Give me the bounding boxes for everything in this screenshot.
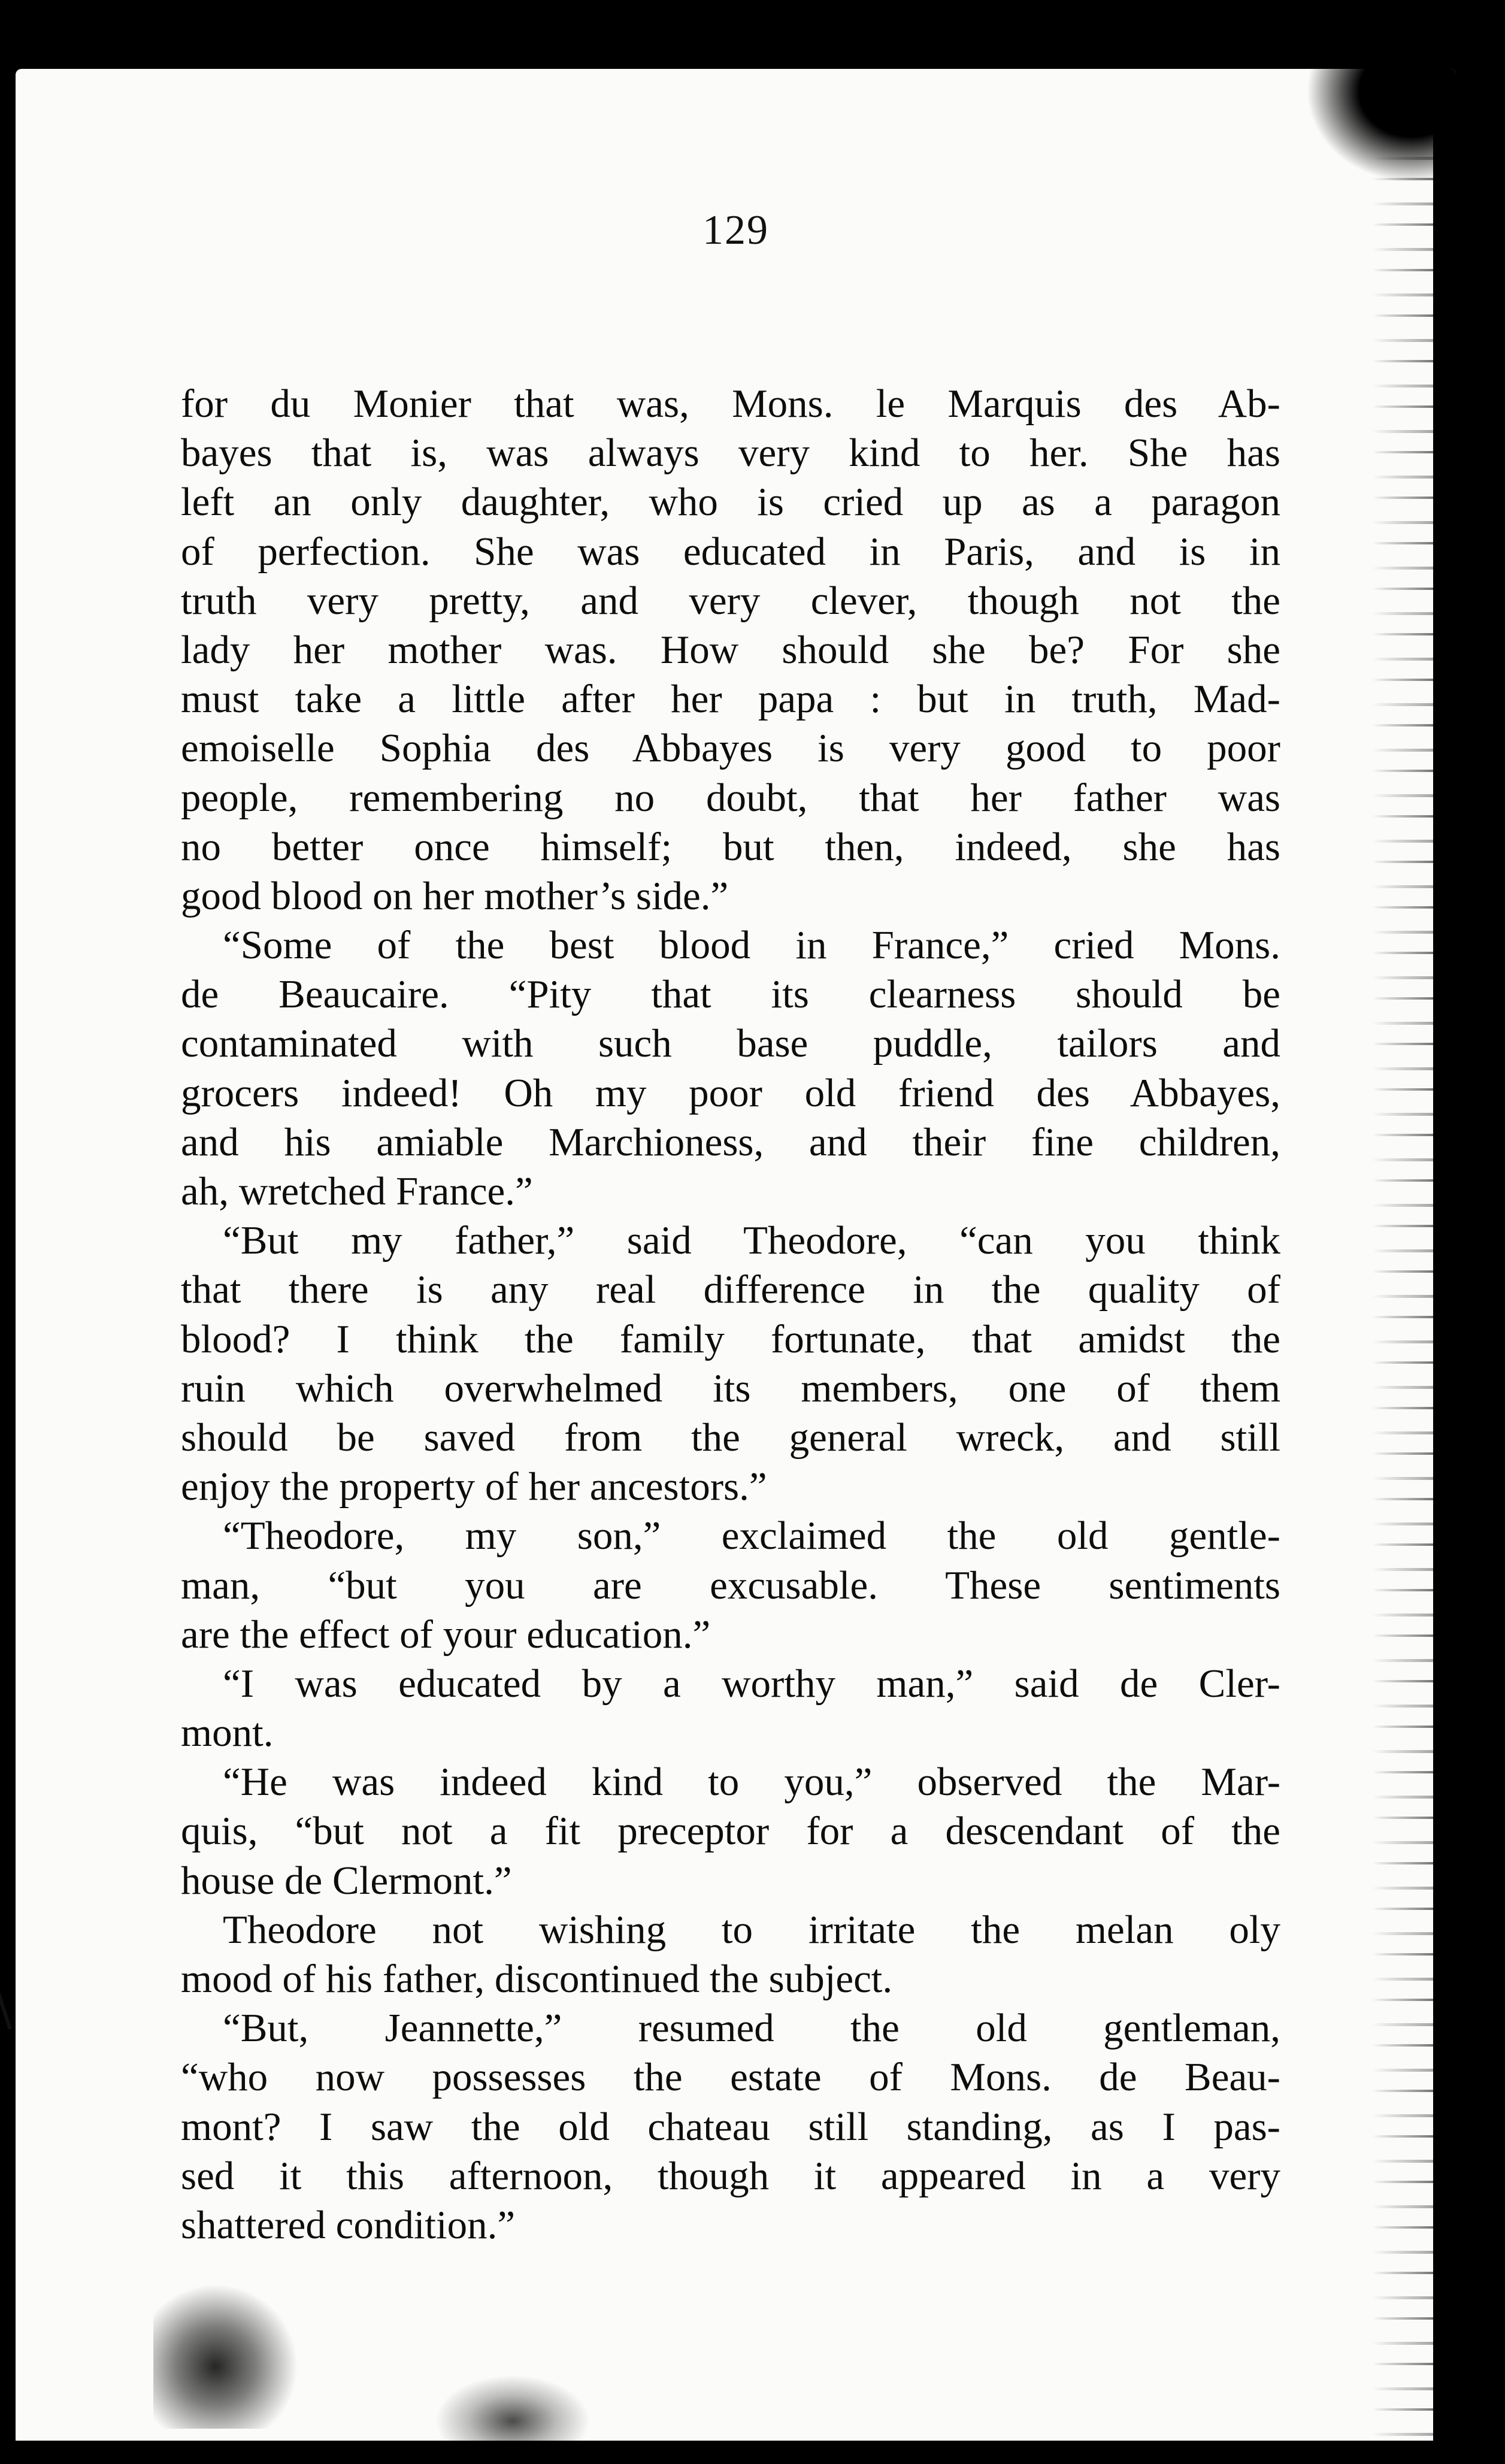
- text-line: ruin which overwhelmed its members, one of them: [181, 1366, 1280, 1410]
- body-text: [181, 379, 1280, 2250]
- text-line: “But my father,” said Theodore, “can you think: [223, 1218, 1280, 1263]
- page-number: 129: [702, 207, 769, 253]
- bottom-ink-blot: [153, 2273, 309, 2429]
- text-line: of perfection. She was educated in Paris, and is in: [181, 529, 1280, 574]
- text-line: quis, “but not a fit preceptor for a descendant of the: [181, 1809, 1280, 1854]
- text-line: house de Clermont.”: [181, 1858, 512, 1903]
- text-line: for du Monier that was, Mons. le Marquis des Ab-: [181, 382, 1280, 426]
- text-line: good blood on her mother’s side.”: [181, 873, 729, 918]
- text-line: “He was indeed kind to you,” observed the Mar-: [223, 1760, 1280, 1805]
- margin-mark: [0, 1977, 12, 2029]
- text-line: sed it this afternoon, though it appeared in a very: [181, 2153, 1280, 2198]
- corner-ink-blot: [1306, 69, 1438, 183]
- text-line: emoiselle Sophia des Abbayes is very good to poor: [181, 726, 1280, 771]
- text-line: mont.: [181, 1711, 274, 1755]
- text-line: de Beaucaire. “Pity that its clearness should be: [181, 972, 1280, 1017]
- text-line: contaminated with such base puddle, tailors and: [181, 1021, 1280, 1066]
- text-line: “who now possesses the estate of Mons. de Beau-: [181, 2055, 1280, 2100]
- text-line: bayes that is, was always very kind to her. She has: [181, 431, 1280, 476]
- text-line: lady her mother was. How should she be? For she: [181, 627, 1280, 672]
- text-line: mood of his father, discontinued the subject.: [181, 1957, 893, 2001]
- book-page: [16, 69, 1456, 2441]
- text-line: no better once himself; but then, indeed, she has: [181, 824, 1280, 869]
- text-line: grocers indeed! Oh my poor old friend des Abbayes,: [181, 1070, 1280, 1115]
- text-line: man, “but you are excusable. These sentiments: [181, 1563, 1280, 1608]
- text-line: truth very pretty, and very clever, though not the: [181, 578, 1280, 623]
- text-line: mont? I saw the old chateau still standing, as I pas-: [181, 2104, 1280, 2149]
- text-line: are the effect of your education.”: [181, 1612, 711, 1657]
- text-line: people, remembering no doubt, that her father was: [181, 775, 1280, 820]
- text-line: “Theodore, my son,” exclaimed the old gentle-: [223, 1513, 1280, 1558]
- text-line: enjoy the property of her ancestors.”: [181, 1464, 767, 1509]
- text-line: should be saved from the general wreck, and still: [181, 1415, 1280, 1460]
- text-line: Theodore not wishing to irritate the melan oly: [223, 1907, 1280, 1952]
- text-line: that there is any real difference in the quality of: [181, 1267, 1280, 1312]
- text-line: and his amiable Marchioness, and their fine children,: [181, 1119, 1280, 1164]
- scan-edge-border: [1433, 69, 1456, 2441]
- bottom-ink-smudge: [435, 2375, 591, 2441]
- text-line: must take a little after her papa : but in truth, Mad-: [181, 677, 1280, 722]
- text-line: “I was educated by a worthy man,” said de Cler-: [223, 1661, 1280, 1706]
- text-line: blood? I think the family fortunate, that amidst the: [181, 1316, 1280, 1361]
- text-line: ah, wretched France.”: [181, 1169, 533, 1213]
- text-line: shattered condition.”: [181, 2202, 516, 2247]
- text-line: left an only daughter, who is cried up as a paragon: [181, 480, 1280, 525]
- text-line: “But, Jeannette,” resumed the old gentleman,: [223, 2006, 1280, 2051]
- text-line: “Some of the best blood in France,” cried Mons.: [223, 923, 1280, 968]
